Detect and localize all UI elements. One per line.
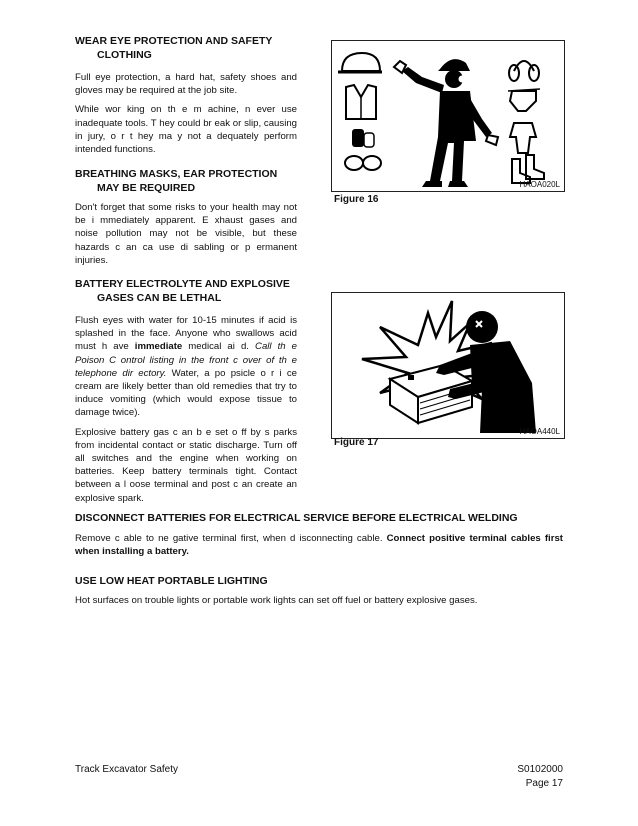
emphasis-bold: Connect positive terminal cables first when installing a battery. [75, 533, 563, 558]
figure-17-caption: Figure 17 [334, 437, 379, 448]
section-breathing-masks [75, 167, 297, 267]
safety-boots-icon [512, 155, 544, 183]
section-eye-protection [75, 34, 297, 156]
text-run: Water, a po psicle o r i ce cream are likely better than old remedies that try to induce vomiting (which would expose tissue to damage twice). [75, 367, 297, 419]
section-title [75, 34, 297, 62]
figure-id: HAOA020L [519, 180, 560, 189]
paragraph: Hot surfaces on trouble lights or portable work lights can set off fuel or battery explosive gases. [75, 595, 478, 606]
emphasis-bold: immediate [134, 341, 183, 353]
paragraph [75, 532, 563, 558]
safety-clothing-illustration [332, 41, 564, 191]
figure-id: HAOA440L [519, 427, 560, 436]
footer-doc-number: S0102000 [517, 764, 563, 775]
respirator-icon [508, 89, 540, 111]
paragraph: Don't forget that some risks to your health may not be i mmediately apparent. E xhaust gases and noise pollution may not be visible, but these hazards c an ca use di sabling or p ermanent injuries. [75, 202, 297, 266]
coverall-icon [510, 123, 536, 153]
paragraph [75, 314, 297, 420]
title-line-2: CLOTHING [97, 49, 152, 61]
title-line-2: GASES CAN BE LETHAL [97, 292, 222, 304]
paragraph: Full eye protection, a hard hat, safety shoes and gloves may be required at the job site. [75, 72, 297, 97]
figure-17-box [331, 292, 565, 439]
title-line-2: MAY BE REQUIRED [97, 182, 196, 194]
text-run: Remove c able to ne gative terminal first, when d isconnecting cable. [75, 533, 387, 544]
section-disconnect-batteries [75, 511, 563, 558]
paragraph: Explosive battery gas c an b e set o ff by s parks from incidental contact or static discharge. Turn off all switches and the engine when working on batteries. Keep battery terminals tight. Contact between a l oose terminal and post c an create an explosive spark. [75, 426, 297, 504]
worker-figure-icon [394, 59, 498, 187]
title-line-1: BREATHING MASKS, EAR PROTECTION [75, 168, 278, 180]
section-title [75, 277, 297, 305]
footer-page-number: Page 17 [525, 778, 563, 789]
figure-16-box [331, 40, 565, 192]
battery-explosion-illustration [332, 293, 564, 438]
goggles-icon [345, 156, 381, 170]
text-run: medical ai d. [182, 341, 256, 353]
section-title [75, 167, 297, 195]
figure-16-caption: Figure 16 [334, 194, 379, 205]
hard-hat-icon [338, 53, 382, 72]
title-line-1: WEAR EYE PROTECTION AND SAFETY [75, 35, 273, 47]
glove-icon [352, 129, 374, 147]
title-line-1: BATTERY ELECTROLYTE AND EXPLOSIVE [75, 278, 290, 290]
section-portable-lighting [75, 574, 563, 607]
footer-title: Track Excavator Safety [75, 764, 178, 775]
paragraph: While wor king on th e m achine, n ever use inadequate tools. T hey could br eak or slip, causing in jury, o r t hey ma y not a dequately perform intended functions. [75, 104, 297, 156]
section-title: USE LOW HEAT PORTABLE LIGHTING [75, 575, 268, 587]
earmuffs-icon [509, 61, 539, 81]
section-battery-electrolyte [75, 277, 297, 505]
text-run: Flush eyes with water for 10-15 minutes if acid is splashed in the face. Anyone who swallows acid must h ave [75, 315, 297, 353]
section-title: DISCONNECT BATTERIES FOR ELECTRICAL SERVICE BEFORE ELECTRICAL WELDING [75, 512, 518, 524]
safety-vest-icon [346, 85, 376, 119]
emphasis-italic: Call th e Poison C ontrol listing in the front c over of th e telephone dir ectory. [75, 341, 297, 379]
